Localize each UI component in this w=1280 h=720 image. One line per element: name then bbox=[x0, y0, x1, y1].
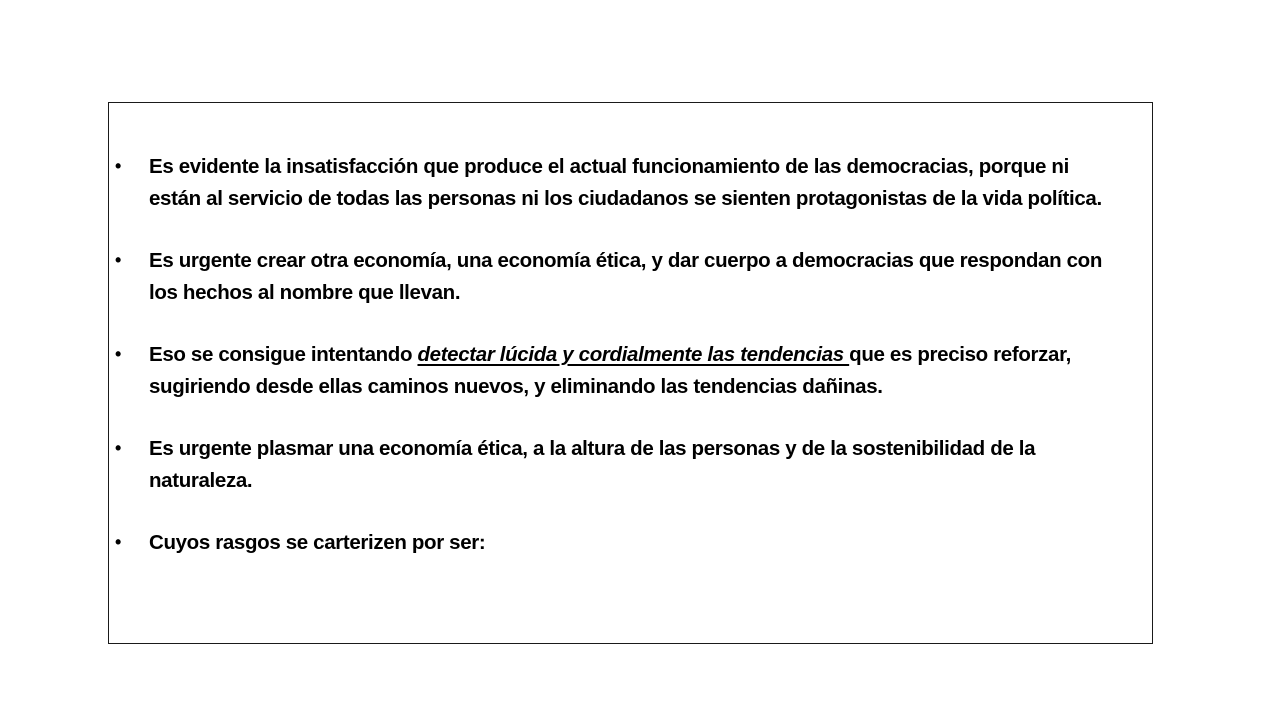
bullet-icon: • bbox=[115, 344, 121, 364]
bullet-text-after: que es preciso reforzar, sugiriendo desde ellas caminos nuevos, y eliminando las tendencias dañinas. bbox=[149, 343, 1071, 398]
bullet-item-2 bbox=[109, 245, 1154, 308]
content-frame bbox=[108, 102, 1153, 644]
bullet-icon: • bbox=[115, 156, 121, 176]
bullet-text-before: Eso se consigue intentando bbox=[149, 343, 418, 366]
bullet-item-1 bbox=[109, 151, 1154, 214]
bullet-item-5 bbox=[109, 527, 1154, 559]
bullet-text: Es urgente plasmar una economía ética, a la altura de las personas y de la sostenibilidad de la naturaleza. bbox=[149, 437, 1036, 492]
bullet-text: Es evidente la insatisfacción que produce el actual funcionamiento de las democracias, porque ni están al servicio de todas las personas ni los ciudadanos se sienten protagonistas de la vida política. bbox=[149, 155, 1102, 210]
bullet-item-4 bbox=[109, 433, 1154, 496]
bullet-text: Es urgente crear otra economía, una economía ética, y dar cuerpo a democracias que respondan con los hechos al nombre que llevan. bbox=[149, 249, 1103, 304]
bullet-text: Cuyos rasgos se carterizen por ser: bbox=[149, 531, 486, 554]
bullet-icon: • bbox=[115, 532, 121, 552]
bullet-item-3 bbox=[109, 339, 1154, 402]
bullet-list bbox=[109, 151, 1154, 590]
bullet-icon: • bbox=[115, 250, 121, 270]
bullet-text bbox=[149, 343, 1071, 398]
bullet-icon: • bbox=[115, 438, 121, 458]
emphasized-phrase: detectar lúcida y cordialmente las tendencias bbox=[417, 343, 850, 366]
